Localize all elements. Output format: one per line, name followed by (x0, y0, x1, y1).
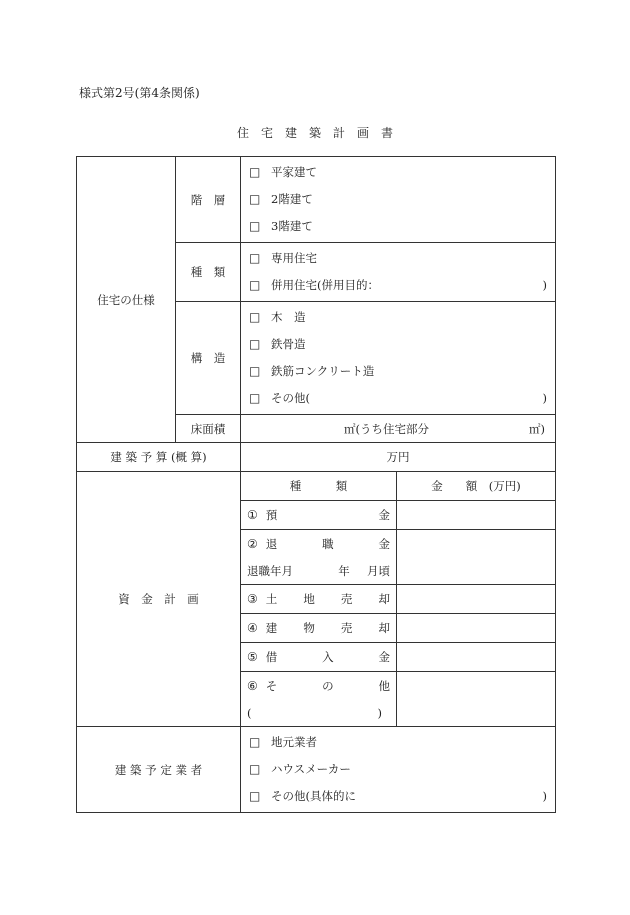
type-option[interactable]: □ 併用住宅(併用目的： ) (249, 272, 547, 299)
type-label: 種 類 (176, 243, 241, 302)
spec-label: 住宅の仕様 (77, 157, 176, 443)
funding-amount-input[interactable] (397, 501, 556, 530)
builder-label: 建 築 予 定 業 者 (77, 727, 241, 813)
structure-option[interactable]: □ 鉄骨造 (249, 331, 547, 358)
funding-amount-input[interactable] (397, 672, 556, 727)
funding-item: ④ 建 物 売 却 (241, 614, 397, 643)
floors-options (241, 157, 556, 243)
form-number: 様式第2号(第4条関係) (79, 86, 200, 100)
checkbox-icon[interactable]: □ (249, 192, 261, 206)
checkbox-icon[interactable]: □ (249, 364, 261, 378)
funding-item: ⑥ そ の 他 ( ) (241, 672, 397, 727)
checkbox-icon[interactable]: □ (249, 789, 261, 803)
builder-option[interactable]: □ 地元業者 (249, 729, 547, 756)
checkbox-icon[interactable]: □ (249, 391, 261, 405)
floors-option[interactable]: □ 3階建て (249, 213, 547, 240)
funding-item: ③ 土 地 売 却 (241, 585, 397, 614)
checkbox-icon[interactable]: □ (249, 165, 261, 179)
funding-item: ⑤ 借 入 金 (241, 643, 397, 672)
checkbox-icon[interactable]: □ (249, 762, 261, 776)
budget-label: 建 築 予 算 (概 算) (77, 443, 241, 472)
funding-type-header: 種 類 (241, 472, 397, 501)
budget-field[interactable]: 万円 (241, 443, 556, 472)
funding-amount-header: 金 額 (万円) (397, 472, 556, 501)
housing-plan-table (76, 156, 556, 813)
structure-label: 構 造 (176, 302, 241, 415)
floor-area-field[interactable]: ㎡(うち住宅部分 ㎡) (241, 415, 556, 443)
funding-amount-input[interactable] (397, 585, 556, 614)
funding-amount-input[interactable] (397, 643, 556, 672)
structure-options (241, 302, 556, 415)
checkbox-icon[interactable]: □ (249, 251, 261, 265)
builder-options (241, 727, 556, 813)
checkbox-icon[interactable]: □ (249, 310, 261, 324)
structure-option[interactable]: □ 鉄筋コンクリート造 (249, 358, 547, 385)
funding-item: ② 退 職 金 退職年月 年 月頃 (241, 530, 397, 585)
builder-option[interactable]: □ その他(具体的に ) (249, 783, 547, 810)
page-title: 住 宅 建 築 計 画 書 (236, 126, 393, 140)
checkbox-icon[interactable]: □ (249, 219, 261, 233)
funding-amount-input[interactable] (397, 530, 556, 585)
funding-label: 資 金 計 画 (77, 472, 241, 727)
funding-amount-input[interactable] (397, 614, 556, 643)
funding-item: ① 預 金 (241, 501, 397, 530)
floors-label: 階 層 (176, 157, 241, 243)
checkbox-icon[interactable]: □ (249, 735, 261, 749)
floor-area-label: 床面積 (176, 415, 241, 443)
checkbox-icon[interactable]: □ (249, 337, 261, 351)
checkbox-icon[interactable]: □ (249, 278, 261, 292)
structure-option[interactable]: □ 木 造 (249, 304, 547, 331)
type-option[interactable]: □ 専用住宅 (249, 245, 547, 272)
type-options (241, 243, 556, 302)
structure-option[interactable]: □ その他( ) (249, 385, 547, 412)
floors-option[interactable]: □ 平家建て (249, 159, 547, 186)
builder-option[interactable]: □ ハウスメーカー (249, 756, 547, 783)
floors-option[interactable]: □ 2階建て (249, 186, 547, 213)
